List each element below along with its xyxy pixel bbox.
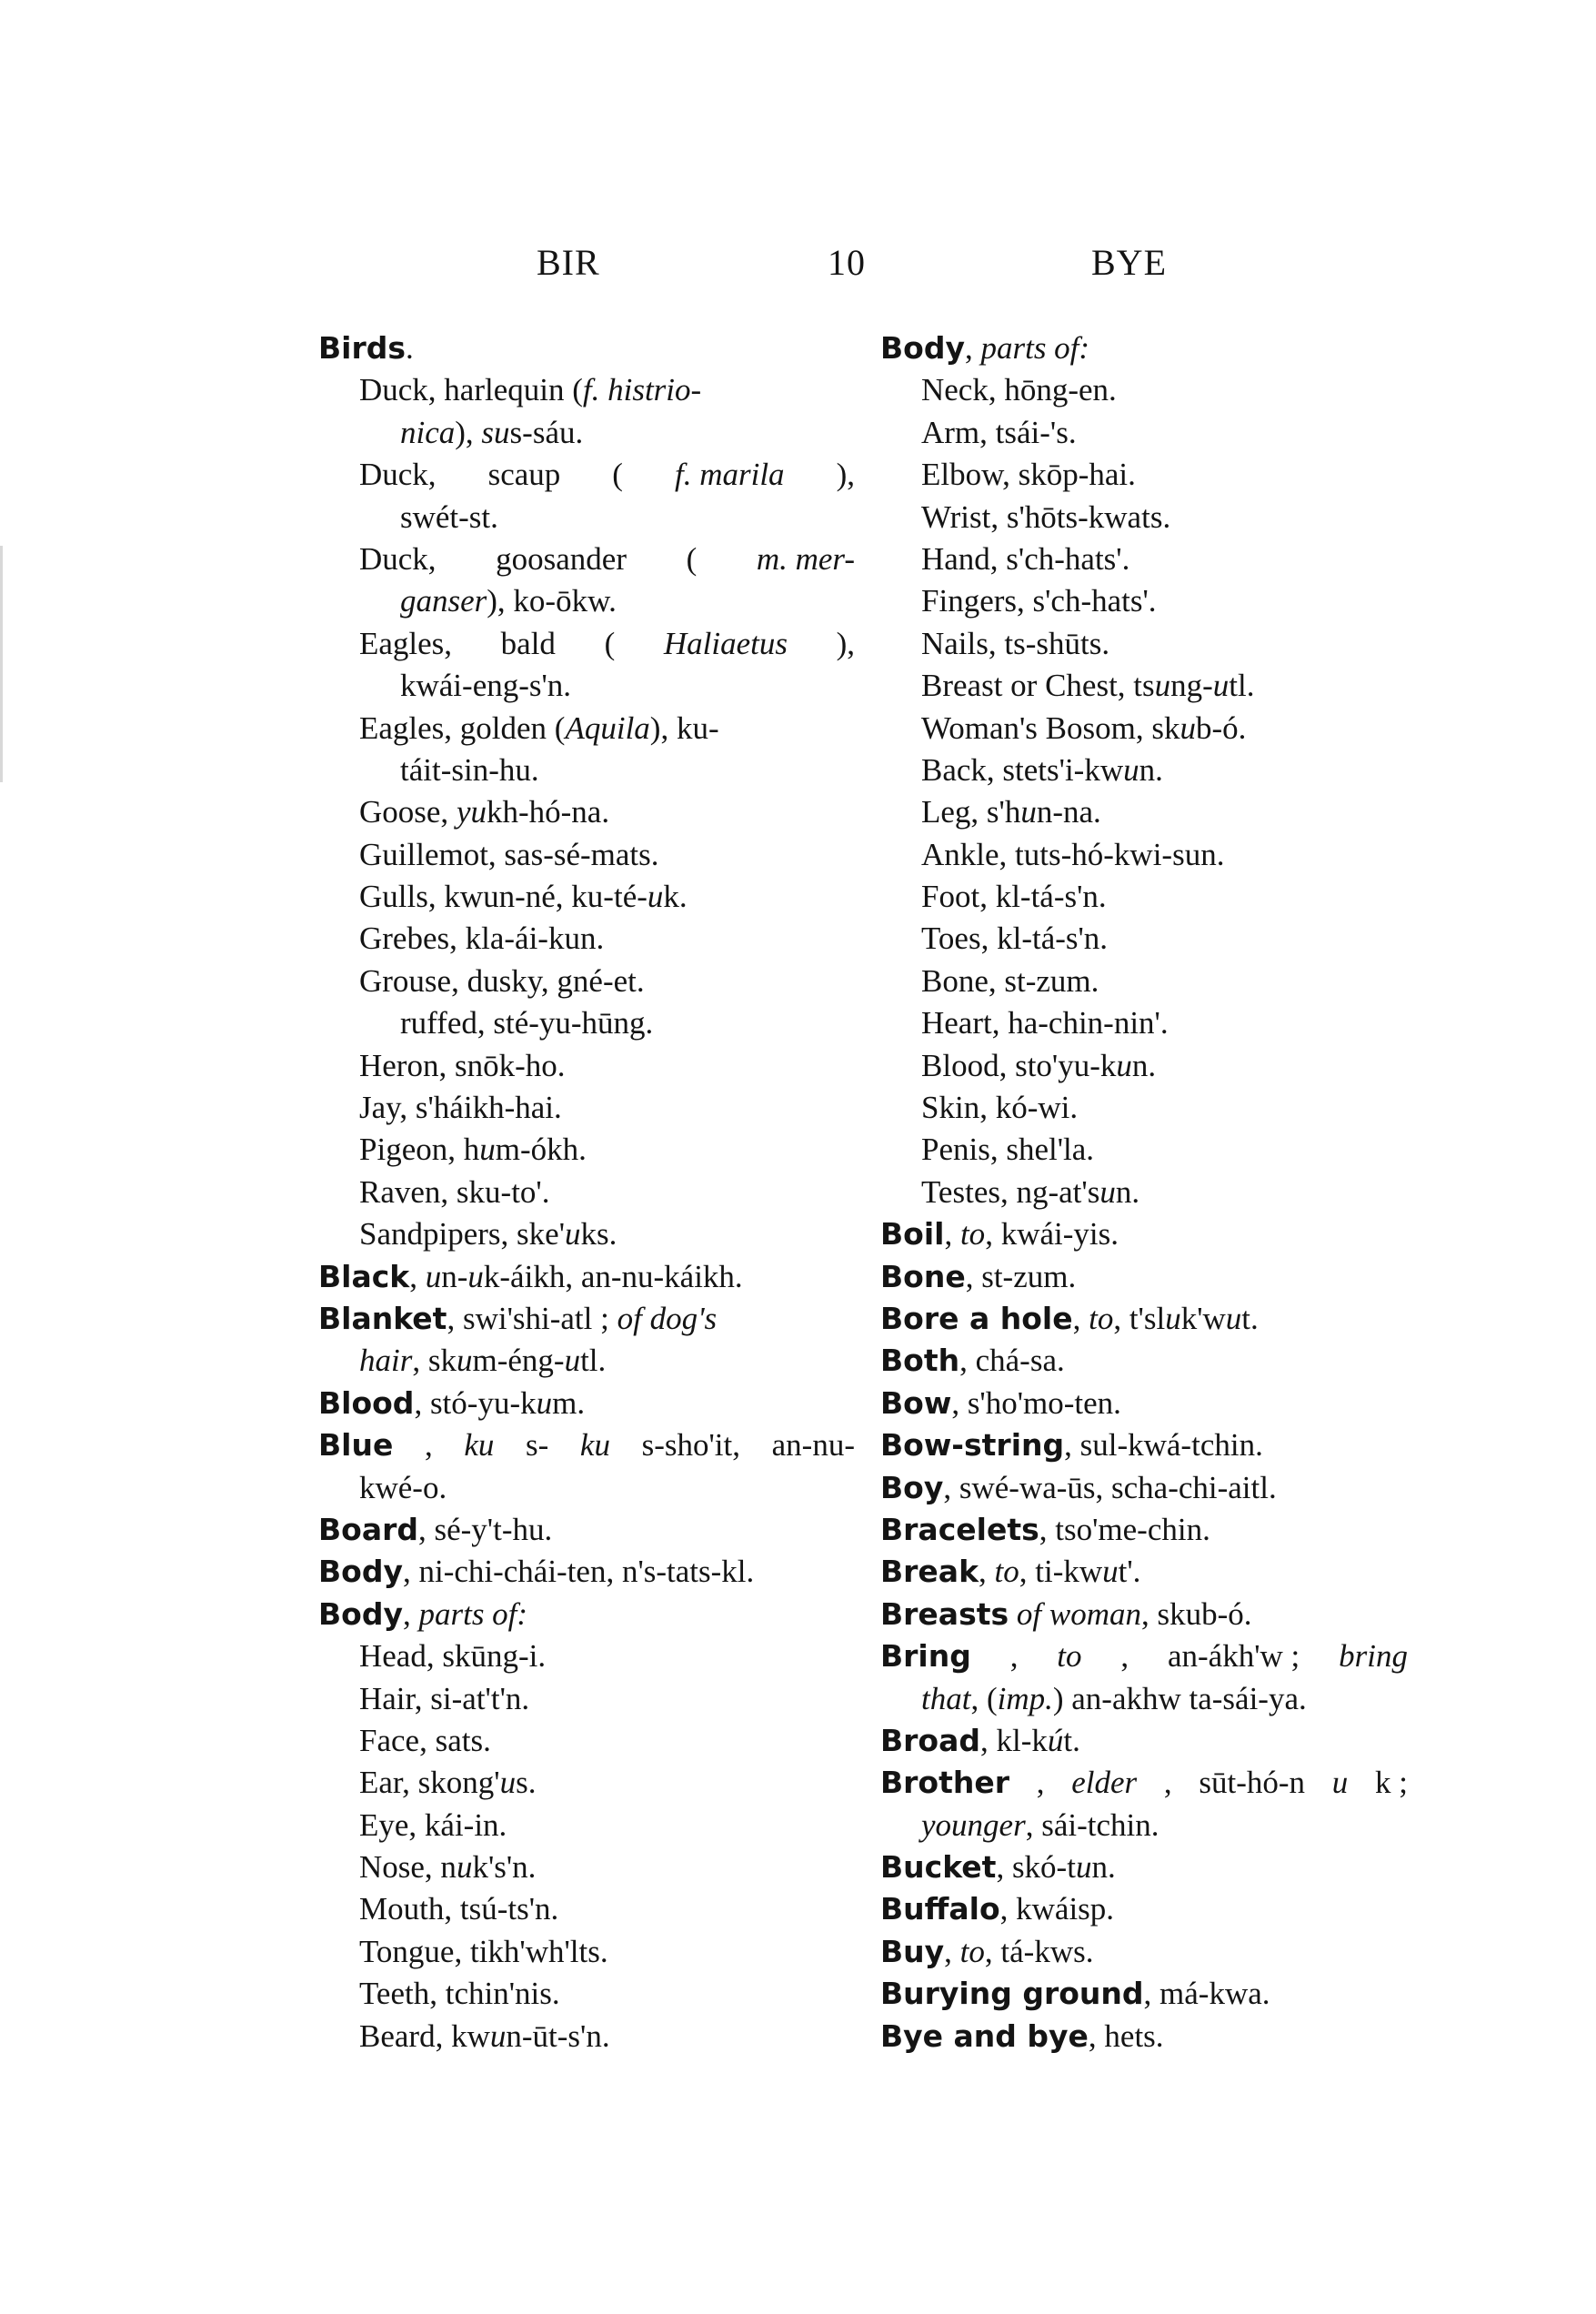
sub-entry-line: [318, 1805, 855, 1846]
sub-entry-line: [318, 1846, 855, 1888]
entry-text: kh-hó-na.: [486, 794, 610, 830]
headword: Black: [318, 1258, 410, 1294]
italic-text: u: [425, 1258, 442, 1294]
entry-text: ,: [944, 1216, 960, 1253]
entry-text: táit-sin-hu.: [400, 751, 539, 788]
italic-text: u: [456, 1849, 473, 1886]
entry-text: Duck, harlequin (: [359, 372, 583, 408]
sub-entry-line: [318, 834, 855, 876]
sub-entry-line: [318, 1340, 855, 1382]
sub-entry-line: [318, 1635, 855, 1677]
sub-entry-line: [880, 412, 1408, 454]
entry-line: [880, 1931, 1408, 1973]
entry-text: n.: [1115, 1173, 1140, 1210]
italic-text: hair: [359, 1343, 413, 1379]
entry-text: kwái-eng-s'n.: [400, 668, 572, 704]
headword: Burying ground: [880, 1976, 1144, 2012]
italic-text: parts of:: [980, 330, 1090, 366]
entry-text: s-sáu.: [509, 414, 584, 450]
italic-text: of dog's: [617, 1300, 718, 1336]
entry-text: ,: [1163, 1765, 1172, 1801]
sub-entry-line: [880, 580, 1408, 622]
entry-text: Wrist, s'hōts-kwats.: [921, 498, 1171, 535]
italic-text: ú: [1047, 1722, 1064, 1758]
entry-text: Head, skūng-i.: [359, 1638, 547, 1675]
italic-text: u: [1102, 1554, 1119, 1590]
entry-text: Duck,: [359, 540, 437, 577]
headword: Break: [880, 1554, 979, 1590]
entry-text: Penis, shel'la.: [921, 1132, 1095, 1168]
italic-text: f. marila: [674, 457, 785, 493]
entry-text: Blood, sto'yu-k: [921, 1047, 1117, 1083]
sub-entry-line: [318, 1762, 855, 1804]
headword: Breasts: [880, 1595, 1009, 1632]
sub-entry-line: [318, 1973, 855, 2015]
entry-text: , sul-kwá-tchin.: [1064, 1427, 1263, 1464]
entry-line: [318, 1256, 855, 1298]
entry-text: Duck,: [359, 457, 437, 493]
entry-text: n.: [1131, 1047, 1157, 1083]
entry-text: Hand, s'ch-hats'.: [921, 540, 1130, 577]
sub-entry-line: [880, 538, 1408, 580]
headword: Bye and bye: [880, 2017, 1089, 2054]
entry-text: , t'sl: [1113, 1300, 1166, 1336]
entry-text: , tá-kws.: [984, 1933, 1094, 1969]
entry-text: k's'n.: [472, 1849, 537, 1886]
entry-line: [880, 327, 1408, 369]
entry-text: , sé-y't-hu.: [418, 1511, 553, 1547]
entry-text: ),: [455, 414, 482, 450]
entry-text: t'.: [1118, 1554, 1141, 1590]
entry-text: Bone, st-zum.: [921, 962, 1099, 999]
sub-entry-line: [318, 665, 855, 707]
sub-entry-line: [318, 1129, 855, 1171]
entry-text: ,: [964, 330, 981, 366]
entry-text: , ti-kw: [1019, 1554, 1103, 1590]
italic-text: parts of:: [418, 1595, 528, 1632]
entry-line: [880, 1720, 1408, 1762]
headword: Boy: [880, 1469, 944, 1505]
entry-line: [880, 1213, 1408, 1255]
entry-text: Hair, si-at't'n.: [359, 1680, 530, 1716]
entry-line: [880, 1846, 1408, 1888]
italic-text: elder: [1071, 1765, 1138, 1801]
sub-entry-line: [880, 497, 1408, 538]
entry-text: Nails, ts-shūts.: [921, 625, 1110, 661]
entry-text: .: [406, 330, 414, 366]
entry-text: ), ku-: [649, 709, 719, 746]
italic-text: imp.: [997, 1680, 1053, 1716]
italic-text: u: [1099, 1173, 1116, 1210]
italic-text: u: [467, 1258, 484, 1294]
entry-text: , swé-wa-ūs, scha-chi-aitl.: [943, 1469, 1277, 1505]
entry-line: [318, 1551, 855, 1593]
sub-entry-line: [880, 750, 1408, 791]
entry-text: , ni-chi-chái-ten, n's-tats-kl.: [402, 1554, 755, 1590]
page-number: 10: [828, 242, 866, 283]
italic-text: of woman: [1016, 1595, 1141, 1632]
entry-text: ),: [836, 625, 855, 661]
entry-text: s-: [526, 1427, 549, 1464]
entry-text: ,: [409, 1258, 426, 1294]
entry-text: Skin, kó-wi.: [921, 1090, 1079, 1126]
sub-entry-line: [880, 1805, 1408, 1846]
headword: Bring: [880, 1638, 971, 1675]
entry-line: [880, 1256, 1408, 1298]
entry-text: ruffed, sté-yu-hūng.: [400, 1005, 654, 1041]
entry-text: ,: [944, 1933, 960, 1969]
entry-text: , sái-tchin.: [1025, 1806, 1159, 1843]
sub-entry-line: [318, 1931, 855, 1973]
sub-entry-line: [318, 412, 855, 454]
headword: Buffalo: [880, 1891, 1000, 1927]
italic-text: u: [647, 879, 664, 915]
italic-text: ku: [579, 1427, 610, 1464]
headword: Both: [880, 1343, 960, 1379]
italic-text: to: [1057, 1638, 1082, 1675]
sub-entry-line: [880, 961, 1408, 1002]
italic-text: nica: [400, 414, 456, 450]
entry-text: , chá-sa.: [959, 1343, 1065, 1379]
entry-text: Foot, kl-tá-s'n.: [921, 879, 1107, 915]
sub-entry-line: [318, 1720, 855, 1762]
entry-text: , skub-ó.: [1141, 1595, 1252, 1632]
sub-entry-line: [318, 623, 855, 665]
italic-text: younger: [921, 1806, 1026, 1843]
italic-text: ku: [464, 1427, 495, 1464]
entry-text: ,: [1036, 1765, 1045, 1801]
headword: Bracelets: [880, 1511, 1039, 1547]
entry-text: tl.: [1229, 668, 1255, 704]
entry-text: , kl-k: [980, 1722, 1048, 1758]
entry-text: , kwái-yis.: [985, 1216, 1119, 1253]
header-right-guide-word: BYE: [1091, 242, 1167, 283]
sub-entry-line: [880, 1678, 1408, 1720]
entry-text: n-: [441, 1258, 468, 1294]
right-column: [880, 327, 1408, 2057]
entry-line: [318, 327, 855, 369]
sub-entry-line: [880, 791, 1408, 833]
entry-text: n.: [1091, 1849, 1116, 1886]
entry-line: [318, 1594, 855, 1635]
entry-text: Grebes, kla-ái-kun.: [359, 921, 605, 957]
entry-text: , sk: [412, 1343, 457, 1379]
entry-line: [880, 1888, 1408, 1930]
sub-entry-line: [880, 1172, 1408, 1213]
sub-entry-line: [318, 1467, 855, 1509]
entry-text: Mouth, tsú-ts'n.: [359, 1891, 559, 1927]
headword: Body: [318, 1554, 403, 1590]
italic-text: u: [1154, 668, 1171, 704]
entry-text: b-ó.: [1195, 709, 1247, 746]
header-left-guide-word: BIR: [537, 242, 600, 283]
entry-text: ) an-akhw ta-sái-ya.: [1052, 1680, 1307, 1716]
entry-text: s.: [516, 1765, 537, 1801]
entry-text: t.: [1241, 1300, 1259, 1336]
entry-text: Ankle, tuts-hó-kwi-sun.: [921, 836, 1225, 872]
headword: Bow-string: [880, 1427, 1065, 1464]
sub-entry-line: [318, 580, 855, 622]
italic-text: u: [1212, 668, 1230, 704]
sub-entry-line: [318, 1002, 855, 1044]
italic-text: u: [1179, 709, 1196, 746]
headword: Blanket: [318, 1300, 447, 1336]
headword: Buy: [880, 1933, 945, 1969]
italic-text: yu: [456, 794, 487, 830]
entry-text: an-ákh'w ;: [1167, 1638, 1300, 1675]
entry-text: , má-kwa.: [1143, 1976, 1270, 2012]
entry-text: Fingers, s'ch-hats'.: [921, 583, 1157, 619]
italic-text: u: [1331, 1765, 1349, 1801]
entry-text: sūt-hó-n: [1199, 1765, 1306, 1801]
headword: Broad: [880, 1722, 980, 1758]
entry-line: [880, 1635, 1408, 1677]
entry-line: [880, 1551, 1408, 1593]
entry-text: k'w: [1180, 1300, 1226, 1336]
headword: Board: [318, 1511, 418, 1547]
entry-text: Gulls, kwun-né, ku-té-: [359, 879, 647, 915]
sub-entry-line: [880, 918, 1408, 960]
entry-text: kwé-o.: [359, 1469, 447, 1505]
entry-line: [318, 1298, 855, 1340]
sub-entry-line: [880, 708, 1408, 750]
entry-text: ),: [836, 457, 855, 493]
headword: Body: [880, 330, 965, 366]
italic-text: u: [1123, 751, 1139, 788]
entry-text: , hets.: [1088, 2017, 1164, 2054]
headword: Bow: [880, 1384, 952, 1421]
sub-entry-line: [318, 1087, 855, 1129]
entry-text: Nose, n: [359, 1849, 457, 1886]
entry-text: Teeth, tchin'nis.: [359, 1976, 560, 2012]
entry-text: an-nu-: [771, 1427, 855, 1464]
sub-entry-line: [318, 791, 855, 833]
left-column: [318, 327, 855, 2057]
sub-entry-line: [318, 1888, 855, 1930]
sub-entry-line: [318, 1213, 855, 1255]
entry-text: m.: [552, 1384, 586, 1421]
entry-text: (: [604, 625, 616, 661]
entry-text: (: [686, 540, 698, 577]
entry-text: ,: [1009, 1638, 1019, 1675]
entry-text: Leg, s'h: [921, 794, 1021, 830]
entry-text: ,: [1072, 1300, 1089, 1336]
sub-entry-line: [318, 538, 855, 580]
headword: Bone: [880, 1258, 966, 1294]
entry-text: m-ókh.: [495, 1132, 587, 1168]
entry-text: Back, stets'i-kw: [921, 751, 1124, 788]
entry-text: ,: [979, 1554, 995, 1590]
headword: Bucket: [880, 1849, 997, 1886]
sub-entry-line: [318, 1045, 855, 1087]
sub-entry-line: [880, 1129, 1408, 1171]
entry-text: scaup: [487, 457, 561, 493]
entry-text: ks.: [580, 1216, 617, 1253]
entry-text: Eye, kái-in.: [359, 1806, 507, 1843]
headword: Bore a hole: [880, 1300, 1073, 1336]
entry-text: k ;: [1375, 1765, 1408, 1801]
italic-text: u: [1165, 1300, 1181, 1336]
sub-entry-line: [880, 876, 1408, 918]
entry-line: [880, 1762, 1408, 1804]
entry-text: , st-zum.: [965, 1258, 1077, 1294]
italic-text: u: [489, 2017, 507, 2054]
italic-text: m. mer-: [756, 540, 855, 577]
entry-text: n-na.: [1036, 794, 1101, 830]
sub-entry-line: [880, 1002, 1408, 1044]
headword: Blood: [318, 1384, 415, 1421]
italic-text: ganser: [400, 583, 487, 619]
entry-text: Raven, sku-to'.: [359, 1173, 550, 1210]
italic-text: to: [959, 1216, 986, 1253]
sub-entry-line: [318, 876, 855, 918]
italic-text: u: [499, 1765, 517, 1801]
sub-entry-line: [318, 961, 855, 1002]
italic-text: u: [565, 1216, 581, 1253]
entry-text: Tongue, tikh'wh'lts.: [359, 1933, 608, 1969]
italic-text: u: [1116, 1047, 1132, 1083]
headword: Blue: [318, 1427, 394, 1464]
entry-text: Ear, skong': [359, 1765, 500, 1801]
italic-text: bring: [1339, 1638, 1408, 1675]
sub-entry-line: [880, 369, 1408, 411]
entry-text: ,: [424, 1427, 433, 1464]
sub-entry-line: [318, 1678, 855, 1720]
headword: Brother: [880, 1765, 1010, 1801]
entry-line: [880, 1594, 1408, 1635]
italic-text: that: [921, 1680, 971, 1716]
entry-text: [1009, 1596, 1017, 1632]
italic-text: u: [536, 1384, 553, 1421]
entry-line: [318, 1383, 855, 1424]
sub-entry-line: [318, 918, 855, 960]
entry-text: Pigeon, h: [359, 1132, 480, 1168]
entry-text: Neck, hōng-en.: [921, 372, 1117, 408]
sub-entry-line: [880, 834, 1408, 876]
running-header: [0, 241, 1596, 296]
entry-line: [880, 1383, 1408, 1424]
entry-text: Heart, ha-chin-nin'.: [921, 1005, 1169, 1041]
sub-entry-line: [880, 623, 1408, 665]
sub-entry-line: [318, 369, 855, 411]
italic-text: to: [959, 1933, 985, 1969]
entry-text: , s'ho'mo-ten.: [951, 1384, 1121, 1421]
entry-line: [880, 1467, 1408, 1509]
sub-entry-line: [318, 454, 855, 496]
italic-text: u: [456, 1343, 473, 1379]
sub-entry-line: [318, 708, 855, 750]
entry-line: [880, 1298, 1408, 1340]
entry-line: [880, 2016, 1408, 2057]
sub-entry-line: [880, 454, 1408, 496]
italic-text: Aquila: [565, 709, 650, 746]
sub-entry-line: [318, 750, 855, 791]
entry-line: [318, 1424, 855, 1466]
headword: Birds: [318, 330, 407, 366]
entry-text: , swi'shi-atl ;: [447, 1300, 617, 1336]
entry-text: bald: [500, 625, 556, 661]
entry-text: t.: [1063, 1722, 1080, 1758]
entry-text: Toes, kl-tá-s'n.: [921, 921, 1109, 957]
entry-text: goosander: [496, 540, 627, 577]
entry-line: [880, 1424, 1408, 1466]
italic-text: to: [994, 1554, 1019, 1590]
italic-text: Haliaetus: [663, 625, 788, 661]
entry-text: k-áikh, an-nu-káikh.: [483, 1258, 743, 1294]
entry-text: , (: [970, 1680, 998, 1716]
italic-text: f. histrio-: [582, 372, 702, 408]
entry-text: , skó-t: [996, 1849, 1076, 1886]
entry-text: , kwáisp.: [999, 1891, 1115, 1927]
entry-text: swét-st.: [400, 498, 498, 535]
entry-text: Sandpipers, ske': [359, 1216, 565, 1253]
entry-text: Arm, tsái-'s.: [921, 414, 1077, 450]
entry-line: [880, 1509, 1408, 1551]
sub-entry-line: [318, 1172, 855, 1213]
entry-text: Heron, snōk-ho.: [359, 1047, 566, 1083]
entry-text: Beard, kw: [359, 2017, 490, 2054]
entry-text: Breast or Chest, ts: [921, 668, 1155, 704]
entry-text: ), ko-ōkw.: [487, 583, 617, 619]
entry-text: k.: [663, 879, 688, 915]
entry-text: (: [612, 457, 623, 493]
entry-text: s-sho'it,: [641, 1427, 740, 1464]
entry-line: [880, 1340, 1408, 1382]
entry-text: n.: [1139, 751, 1163, 788]
entry-text: tl.: [580, 1343, 607, 1379]
headword: Boil: [880, 1216, 945, 1253]
italic-text: u: [564, 1343, 581, 1379]
entry-text: ng-: [1170, 668, 1213, 704]
entry-text: Grouse, dusky, gné-et.: [359, 962, 645, 999]
entry-text: ,: [402, 1595, 419, 1632]
entry-text: Face, sats.: [359, 1722, 491, 1758]
entry-text: n-ūt-s'n.: [506, 2017, 610, 2054]
scan-margin-mark: [0, 546, 3, 782]
entry-text: Eagles, golden (: [359, 709, 566, 746]
entry-line: [318, 1509, 855, 1551]
entry-line: [880, 1973, 1408, 2015]
entry-text: , tso'me-chin.: [1039, 1511, 1210, 1547]
italic-text: u: [1020, 794, 1037, 830]
headword: Body: [318, 1595, 403, 1632]
entry-text: Goose,: [359, 794, 457, 830]
entry-text: , stó-yu-k: [414, 1384, 537, 1421]
sub-entry-line: [318, 497, 855, 538]
sub-entry-line: [880, 665, 1408, 707]
italic-text: su: [481, 414, 510, 450]
entry-text: m-éng-: [472, 1343, 565, 1379]
entry-text: Jay, s'háikh-hai.: [359, 1090, 562, 1126]
sub-entry-line: [318, 2016, 855, 2057]
italic-text: u: [1075, 1849, 1092, 1886]
entry-text: Elbow, skōp-hai.: [921, 457, 1136, 493]
italic-text: to: [1089, 1300, 1114, 1336]
italic-text: u: [1225, 1300, 1242, 1336]
sub-entry-line: [880, 1087, 1408, 1129]
entry-text: Guillemot, sas-sé-mats.: [359, 836, 659, 872]
entry-text: Eagles,: [359, 625, 453, 661]
entry-text: Woman's Bosom, sk: [921, 709, 1180, 746]
entry-text: ,: [1120, 1638, 1129, 1675]
italic-text: u: [479, 1132, 496, 1168]
entry-text: Testes, ng-at's: [921, 1173, 1100, 1210]
sub-entry-line: [880, 1045, 1408, 1087]
